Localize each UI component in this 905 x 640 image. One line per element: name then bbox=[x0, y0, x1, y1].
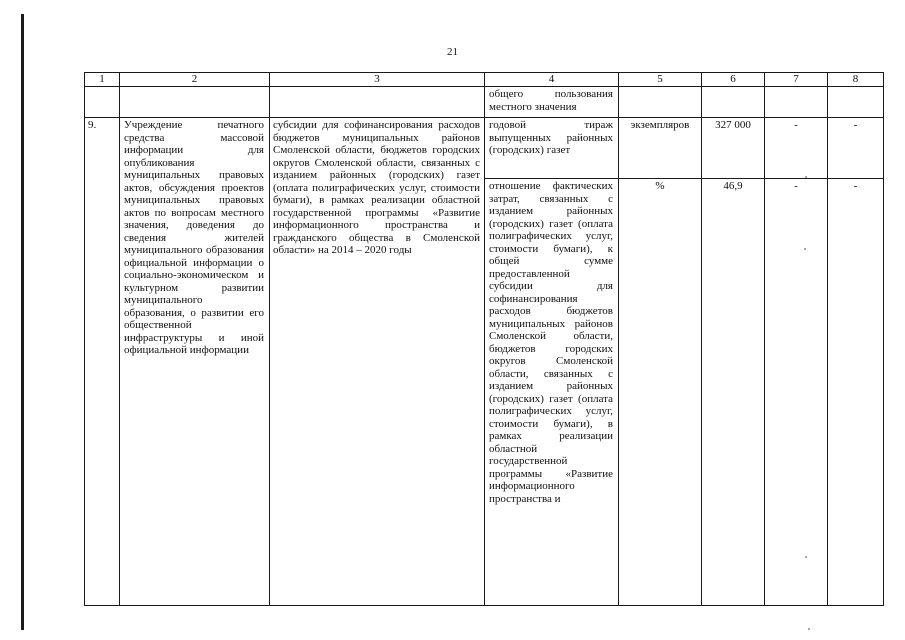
col-divider-3 bbox=[484, 72, 485, 606]
scan-speck bbox=[805, 176, 807, 178]
page-number: 21 bbox=[447, 46, 458, 58]
col-divider-1 bbox=[119, 72, 120, 606]
value-col7-sub2: - bbox=[794, 180, 798, 192]
indicator-cost-ratio: отношение фактических затрат, связанных с изданием районных (городских) газет (оплата полиграфических услуг, стоимости бумаги), к общей сумме предоставленной субсидии для софинансирования расходов бюджетов муниципальных районов Смоленской области, бюджетов городских округов Смоленской области, связанных с изданием районных (городских) газет (оплата полиграфических услуг, стоимости бумаги), в рамках реализации областной государственной программы «Развитие информационного пространства и bbox=[489, 180, 613, 505]
value-col7-sub1: - bbox=[794, 119, 798, 131]
scan-speck bbox=[804, 248, 806, 250]
value-col8-sub1: - bbox=[853, 119, 858, 131]
subrow-rule bbox=[484, 178, 884, 179]
header-col-6: 6 bbox=[730, 73, 736, 85]
col-divider-4 bbox=[618, 72, 619, 606]
table-border-right bbox=[883, 72, 884, 606]
col-divider-5 bbox=[701, 72, 702, 606]
row-number: 9. bbox=[88, 119, 97, 131]
value-cost-ratio: 46,9 bbox=[723, 180, 743, 192]
header-col-3: 3 bbox=[374, 73, 380, 85]
indicator-table bbox=[84, 72, 884, 605]
col-divider-2 bbox=[269, 72, 270, 606]
scan-edge-line bbox=[21, 14, 24, 630]
header-col-2: 2 bbox=[191, 73, 198, 85]
header-col-5: 5 bbox=[657, 73, 663, 85]
indicator-annual-circulation: годовой тираж выпущенных районных (городских) газет bbox=[489, 119, 613, 156]
continuation-indicator-text: общего пользования местного значения bbox=[489, 88, 613, 113]
header-col-1: 1 bbox=[99, 73, 105, 85]
col-divider-6 bbox=[764, 72, 765, 606]
unit-percent: % bbox=[655, 180, 665, 192]
unit-copies: экземпляров bbox=[630, 119, 690, 131]
scan-speck bbox=[805, 556, 807, 558]
header-col-7: 7 bbox=[793, 73, 799, 85]
scan-speck bbox=[808, 628, 810, 630]
header-col-8: 8 bbox=[852, 73, 859, 85]
header-col-4: 4 bbox=[548, 73, 555, 85]
funding-source: субсидии для софинансирования расходов бюджетов муниципальных районов Смоленской области, бюджетов городских округов Смоленской области, связанных с изданием районных (городских) газет (оплата полиграфических услуг, стоимости бумаги), в рамках реализации областной государственной программы «Развитие информационного пространства и гражданского общества в Смоленской области» на 2014 – 2020 годы bbox=[273, 119, 480, 256]
value-col8-sub2: - bbox=[853, 180, 858, 192]
table-border-left bbox=[84, 72, 85, 606]
col-divider-7 bbox=[827, 72, 828, 606]
value-circulation: 327 000 bbox=[715, 119, 751, 131]
measure-name: Учреждение печатного средства массовой информации для опубликования муниципальных правовых актов, обсуждения проектов муниципальных правовых актов по вопросам местного значения, доведения до сведения жителей муниципального образования официальной информации о социально-экономическом и культурном развитии муниципального образования, о развитии его общественной инфраструктуры и иной официальной информации bbox=[124, 119, 264, 356]
